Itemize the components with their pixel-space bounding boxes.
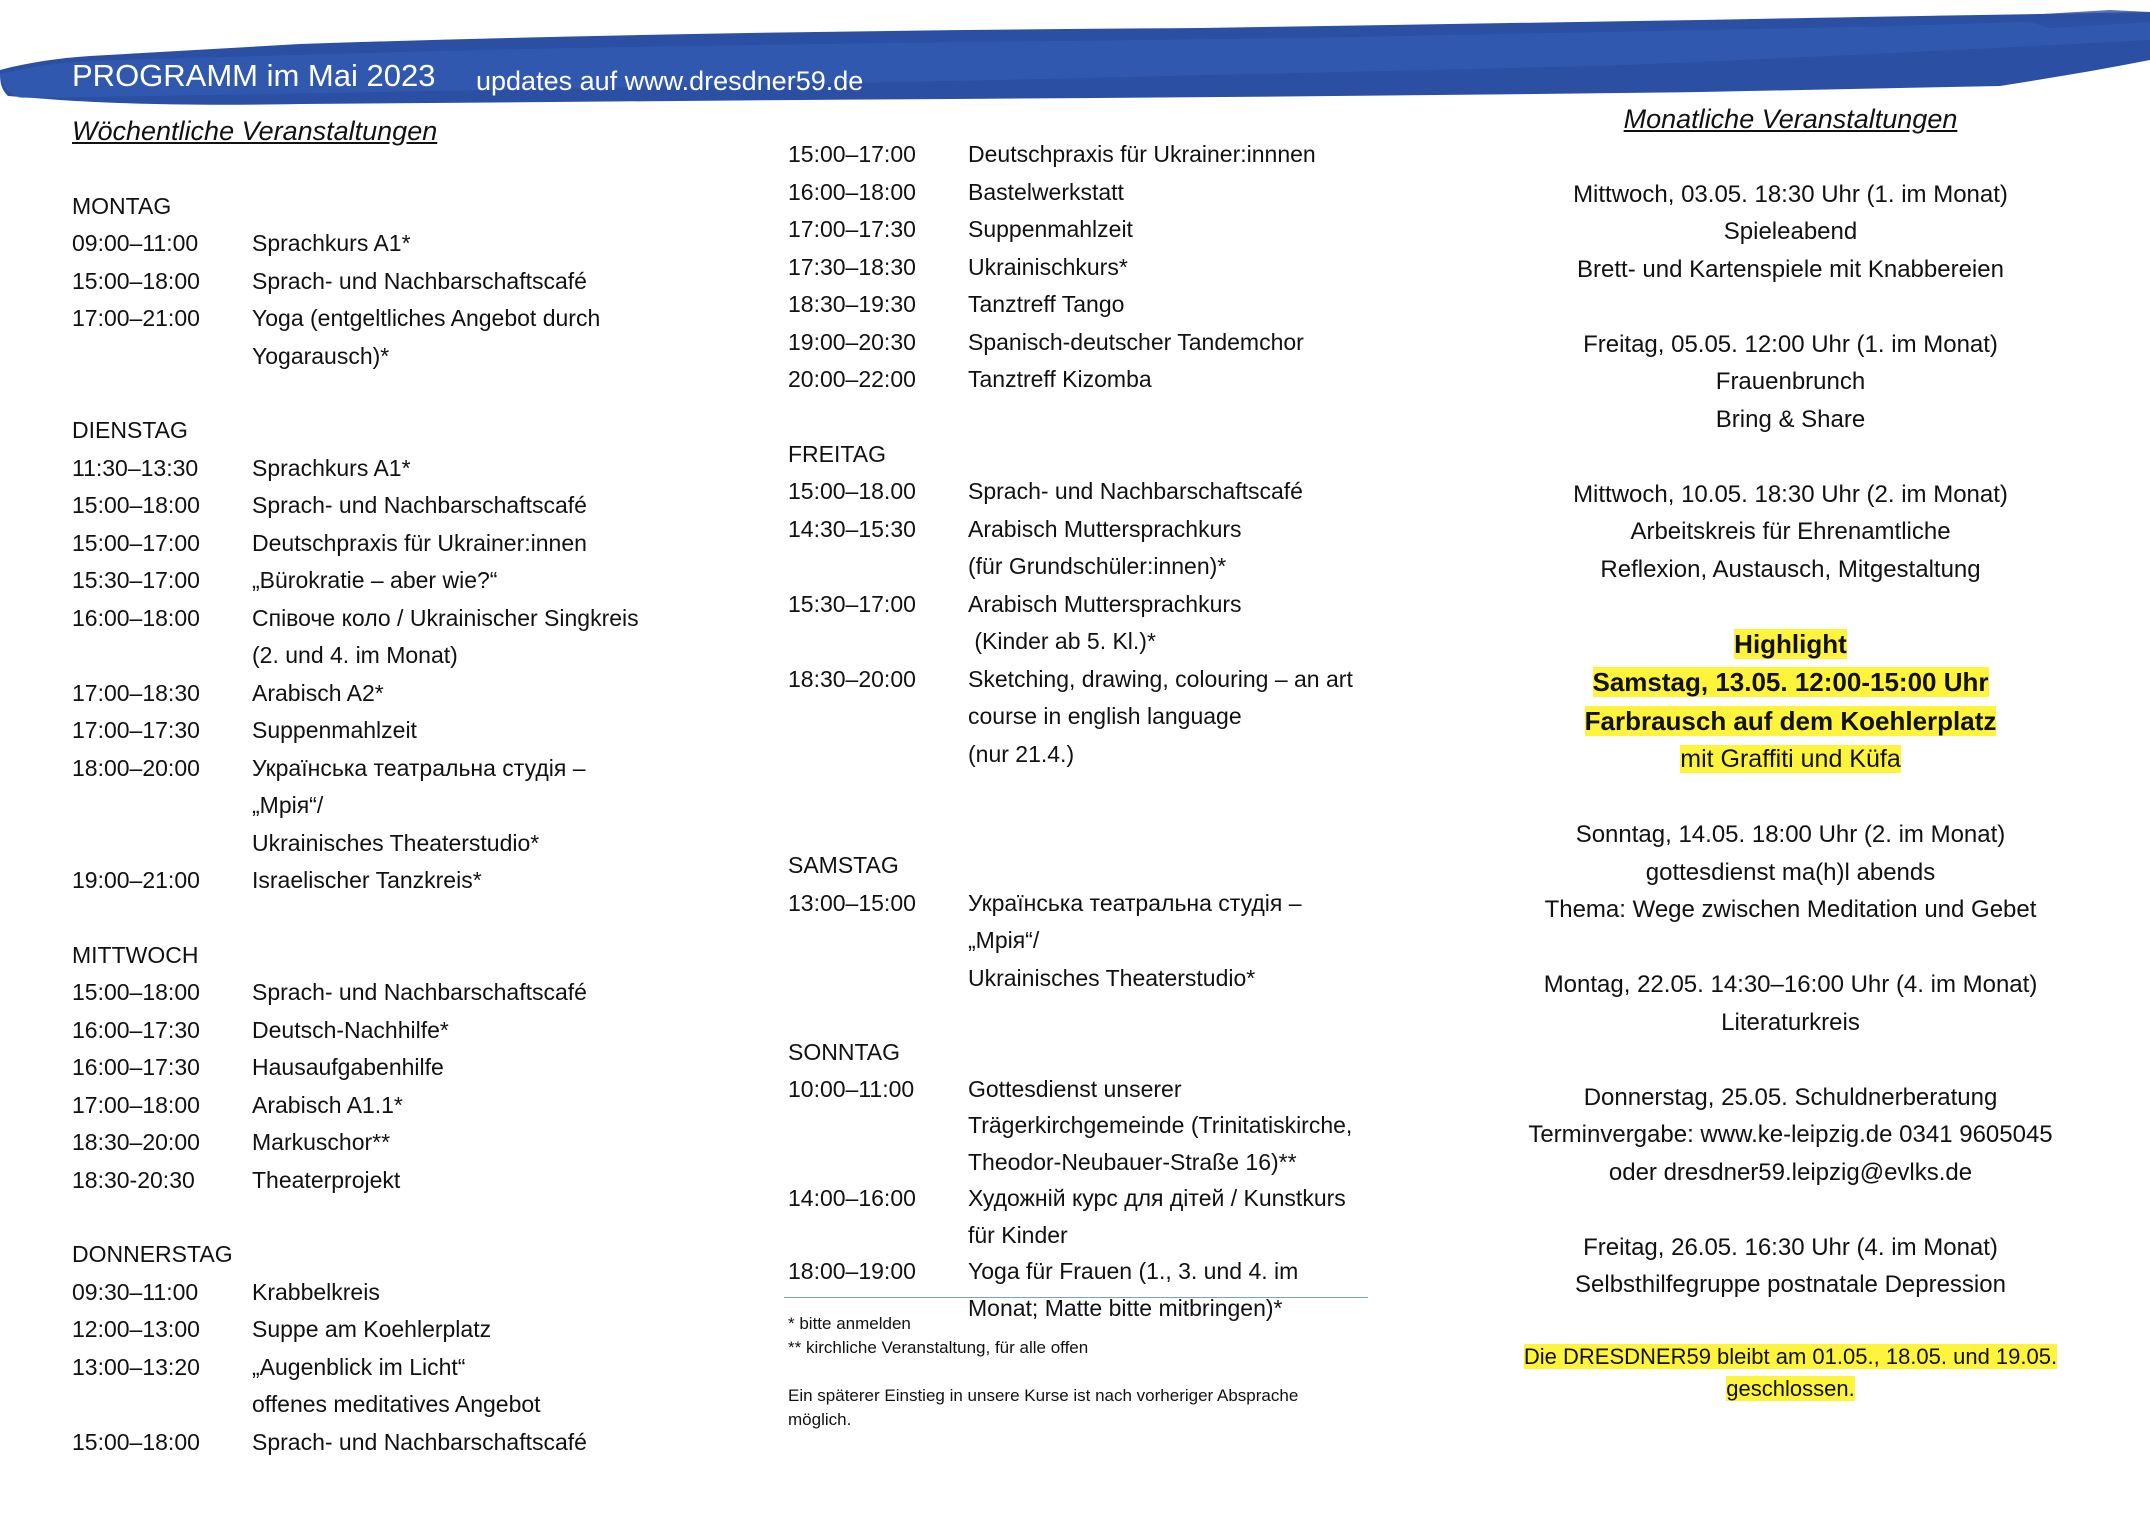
event-desc: course in english language bbox=[968, 703, 1242, 729]
event-desc: Suppe am Koehlerplatz bbox=[252, 1316, 492, 1342]
event-row bbox=[788, 511, 1388, 549]
event-desc: Spanisch-deutscher Tandemchor bbox=[968, 328, 1304, 355]
event-row bbox=[788, 174, 1388, 212]
event-desc: Monat; Matte bitte mitbringen)* bbox=[968, 1294, 1283, 1321]
event-row-cont bbox=[72, 637, 712, 675]
event-row bbox=[788, 324, 1388, 362]
monthly-heading: Monatliche Veranstaltungen bbox=[1623, 104, 1958, 134]
event-row bbox=[72, 750, 712, 788]
monthly-event-date: Montag, 22.05. 14:30–16:00 Uhr (4. im Monat) bbox=[1543, 971, 2038, 998]
weekly-column-middle bbox=[788, 136, 1388, 1326]
event-desc: Sprach- und Nachbarschaftscafé bbox=[252, 492, 587, 518]
event-row bbox=[72, 562, 712, 600]
closure-line: Die DRESDNER59 bleibt am 01.05., 18.05. und 19.05. bbox=[1523, 1344, 2058, 1369]
day-title: MONTAG bbox=[72, 192, 172, 219]
event-time: 09:00–11:00 bbox=[72, 230, 199, 256]
updates-link-text: updates auf www.dresdner59.de bbox=[476, 66, 864, 96]
monthly-event-contact: Terminvergabe: www.ke-leipzig.de 0341 9605045 bbox=[1528, 1121, 2053, 1148]
monthly-event-sub: Brett- und Kartenspiele mit Knabbereien bbox=[1577, 255, 2004, 283]
event-row bbox=[72, 525, 712, 563]
event-row bbox=[72, 263, 712, 301]
monthly-event-sub: oder dresdner59.leipzig@evlks.de bbox=[1608, 1158, 1973, 1186]
event-time: 17:00–21:00 bbox=[72, 305, 200, 331]
event-row-cont bbox=[788, 623, 1388, 661]
event-row bbox=[788, 361, 1388, 399]
event-row bbox=[72, 300, 712, 338]
monthly-event-title: gottesdienst ma(h)l abends bbox=[1645, 858, 1936, 886]
event-time: 18:00–19:00 bbox=[788, 1258, 916, 1284]
monthly-event-date: Mittwoch, 10.05. 18:30 Uhr (2. im Monat) bbox=[1573, 480, 2008, 508]
event-time: 17:00–17:30 bbox=[72, 717, 200, 743]
event-desc: Sprachkurs A1* bbox=[252, 230, 411, 256]
day-donnerstag bbox=[72, 1236, 712, 1461]
event-time: 18:30–20:00 bbox=[788, 665, 916, 692]
event-desc: Yogarausch)* bbox=[252, 342, 390, 369]
event-desc: Deutschpraxis für Ukrainer:innnen bbox=[968, 141, 1316, 167]
spacer bbox=[72, 151, 712, 188]
event-time: 15:00–18.00 bbox=[788, 478, 916, 504]
footnotes bbox=[788, 1312, 1368, 1432]
monthly-event-date: Sonntag, 14.05. 18:00 Uhr (2. im Monat) bbox=[1575, 821, 2006, 848]
event-time: 15:30–17:00 bbox=[788, 590, 916, 617]
event-row bbox=[788, 136, 1388, 174]
monthly-event bbox=[1508, 1229, 2073, 1304]
event-desc: Trägerkirchgemeinde (Trinitatiskirche, bbox=[968, 1112, 1353, 1138]
highlight-sub: mit Graffiti und Küfa bbox=[1680, 745, 1901, 773]
event-time: 15:00–18:00 bbox=[72, 979, 200, 1005]
event-time: 15:00–18:00 bbox=[72, 492, 200, 518]
event-desc: „Мрія“/ bbox=[252, 792, 324, 818]
event-desc: (Kinder ab 5. Kl.)* bbox=[968, 628, 1156, 654]
event-row-cont bbox=[788, 922, 1388, 960]
monthly-event-title: Selbsthilfegruppe postnatale Depression bbox=[1575, 1271, 2006, 1298]
event-row-cont bbox=[788, 1107, 1388, 1144]
event-time: 17:00–18:00 bbox=[72, 1091, 200, 1118]
event-desc: Gottesdienst unserer bbox=[968, 1075, 1182, 1102]
event-desc: Sprach- und Nachbarschaftscafé bbox=[252, 979, 587, 1005]
event-time: 11:30–13:30 bbox=[72, 454, 199, 481]
event-desc: (2. und 4. im Monat) bbox=[252, 642, 458, 668]
monthly-event-sub: Bring & Share bbox=[1715, 405, 1866, 433]
event-time: 18:00–20:00 bbox=[72, 754, 200, 781]
highlight-date: Samstag, 13.05. 12:00-15:00 Uhr bbox=[1592, 667, 1989, 697]
event-time: 18:30-20:30 bbox=[72, 1166, 195, 1193]
event-desc: Співоче коло / Ukrainischer Singkreis bbox=[252, 604, 639, 631]
event-desc: Arabisch A1.1* bbox=[252, 1091, 403, 1118]
event-row bbox=[788, 1253, 1388, 1290]
event-desc: für Kinder bbox=[968, 1221, 1068, 1248]
day-montag bbox=[72, 188, 712, 376]
event-desc: Ukrainisches Theaterstudio* bbox=[252, 829, 540, 856]
weekly-heading: Wöchentliche Veranstaltungen bbox=[72, 116, 438, 146]
event-time: 15:00–18:00 bbox=[72, 1428, 200, 1455]
closure-line: geschlossen. bbox=[1726, 1376, 1855, 1401]
day-samstag bbox=[788, 847, 1388, 997]
day-dienstag bbox=[72, 412, 712, 900]
event-row bbox=[788, 1071, 1388, 1108]
day-title: SONNTAG bbox=[788, 1039, 901, 1065]
notes-divider bbox=[784, 1297, 1368, 1298]
program-title: PROGRAMM im Mai 2023 bbox=[72, 58, 436, 93]
event-row bbox=[72, 1124, 712, 1162]
event-row bbox=[788, 286, 1388, 324]
highlight-event bbox=[1508, 626, 2073, 779]
event-row bbox=[788, 586, 1388, 624]
day-title: FREITAG bbox=[788, 440, 886, 467]
event-desc: Krabbelkreis bbox=[252, 1278, 380, 1305]
monthly-event-date: Donnerstag, 25.05. Schuldnerberatung bbox=[1583, 1083, 1998, 1111]
event-desc: Israelischer Tanzkreis* bbox=[252, 867, 482, 893]
event-desc: Tanztreff Tango bbox=[968, 291, 1125, 317]
event-time: 20:00–22:00 bbox=[788, 366, 916, 392]
monthly-event-title: Frauenbrunch bbox=[1715, 368, 1866, 395]
monthly-event-sub: Thema: Wege zwischen Meditation und Gebet bbox=[1544, 896, 2037, 923]
event-row bbox=[72, 225, 712, 263]
event-row bbox=[72, 450, 712, 488]
event-desc: „Augenblick im Licht“ bbox=[252, 1353, 466, 1380]
event-time: 17:00–18:30 bbox=[72, 679, 200, 706]
event-row bbox=[72, 487, 712, 525]
event-row-cont bbox=[788, 548, 1388, 586]
event-row bbox=[788, 473, 1388, 511]
monthly-event-title: Spieleabend bbox=[1723, 218, 1858, 245]
event-time: 12:00–13:00 bbox=[72, 1316, 200, 1342]
day-mittwoch bbox=[72, 937, 712, 1200]
event-desc: Tanztreff Kizomba bbox=[968, 366, 1152, 392]
event-desc: (nur 21.4.) bbox=[968, 740, 1075, 767]
day-title: MITTWOCH bbox=[72, 941, 199, 968]
day-freitag bbox=[788, 436, 1388, 774]
event-time: 14:30–15:30 bbox=[788, 515, 916, 542]
event-time: 14:00–16:00 bbox=[788, 1185, 916, 1211]
event-desc: Sprach- und Nachbarschaftscafé bbox=[252, 267, 587, 294]
event-row bbox=[72, 862, 712, 900]
monthly-event-title: Arbeitskreis für Ehrenamtliche bbox=[1630, 518, 1951, 545]
day-title: DIENSTAG bbox=[72, 417, 188, 443]
event-row-cont bbox=[72, 787, 712, 825]
event-time: 15:00–17:00 bbox=[72, 529, 200, 556]
event-desc: Yoga für Frauen (1., 3. und 4. im bbox=[968, 1258, 1299, 1284]
event-time: 19:00–21:00 bbox=[72, 867, 200, 893]
monthly-event-title: Literaturkreis bbox=[1721, 1008, 1860, 1036]
event-row bbox=[72, 1311, 712, 1349]
event-row bbox=[72, 1424, 712, 1462]
event-time: 15:00–18:00 bbox=[72, 267, 200, 294]
monthly-event bbox=[1508, 816, 2073, 929]
event-time: 15:30–17:00 bbox=[72, 567, 200, 593]
event-time: 16:00–18:00 bbox=[788, 178, 916, 205]
highlight-label: Highlight bbox=[1734, 628, 1847, 659]
day-donnerstag-continued bbox=[788, 136, 1388, 399]
event-row bbox=[788, 211, 1388, 249]
event-row bbox=[72, 675, 712, 713]
event-desc: „Мрія“/ bbox=[968, 927, 1040, 953]
day-title: SAMSTAG bbox=[788, 852, 899, 878]
event-row-cont bbox=[788, 736, 1388, 774]
event-time: 18:30–19:30 bbox=[788, 291, 916, 317]
monthly-event bbox=[1508, 966, 2073, 1041]
event-row-cont bbox=[72, 825, 712, 863]
event-desc: Deutsch-Nachhilfe* bbox=[252, 1016, 449, 1043]
event-desc: Українська театральна студія – bbox=[252, 754, 586, 781]
day-sonntag bbox=[788, 1034, 1388, 1326]
event-desc: „Bürokratie – aber wie?“ bbox=[252, 567, 498, 593]
event-row bbox=[72, 1162, 712, 1200]
monthly-event-date: Freitag, 05.05. 12:00 Uhr (1. im Monat) bbox=[1583, 330, 1998, 358]
weekly-column-left bbox=[72, 113, 712, 1461]
event-desc: Yoga (entgeltliches Angebot durch bbox=[252, 305, 601, 331]
day-title: DONNERSTAG bbox=[72, 1241, 233, 1267]
event-time: 17:00–17:30 bbox=[788, 216, 916, 242]
event-row-cont bbox=[788, 698, 1388, 736]
event-time: 09:30–11:00 bbox=[72, 1278, 199, 1305]
event-time: 16:00–17:30 bbox=[72, 1016, 200, 1043]
event-time: 13:00–13:20 bbox=[72, 1353, 200, 1380]
event-time: 16:00–18:00 bbox=[72, 604, 200, 631]
event-row-cont bbox=[788, 1144, 1388, 1181]
event-desc: (für Grundschüler:innen)* bbox=[968, 553, 1227, 579]
event-desc: Arabisch Muttersprachkurs bbox=[968, 590, 1242, 617]
event-row bbox=[72, 1087, 712, 1125]
event-row bbox=[788, 661, 1388, 699]
monthly-event bbox=[1508, 176, 2073, 289]
event-desc: Arabisch A2* bbox=[252, 679, 384, 706]
event-desc: Художній курс для дітей / Kunstkurs bbox=[968, 1185, 1346, 1211]
event-row-cont bbox=[72, 1386, 712, 1424]
monthly-event-date: Mittwoch, 03.05. 18:30 Uhr (1. im Monat) bbox=[1573, 180, 2008, 208]
monthly-event bbox=[1508, 1079, 2073, 1192]
event-desc: Sprach- und Nachbarschaftscafé bbox=[968, 478, 1303, 504]
event-time: 17:30–18:30 bbox=[788, 253, 916, 280]
event-row bbox=[788, 249, 1388, 287]
event-row-cont bbox=[72, 338, 712, 376]
monthly-event-date: Freitag, 26.05. 16:30 Uhr (4. im Monat) bbox=[1583, 1233, 1998, 1261]
event-desc: Sketching, drawing, colouring – an art bbox=[968, 665, 1353, 692]
monthly-event-sub: Reflexion, Austausch, Mitgestaltung bbox=[1600, 555, 1981, 583]
event-time: 10:00–11:00 bbox=[788, 1075, 915, 1102]
event-row-cont bbox=[788, 960, 1388, 998]
highlight-title: Farbrausch auf dem Koehlerplatz bbox=[1584, 705, 1997, 736]
event-desc: Українська театральна студія – bbox=[968, 889, 1302, 916]
event-desc: Theaterprojekt bbox=[252, 1166, 401, 1193]
footnote-late-entry-cont: möglich. bbox=[788, 1410, 852, 1429]
event-desc: Deutschpraxis für Ukrainer:innen bbox=[252, 529, 587, 556]
event-row bbox=[72, 1274, 712, 1312]
event-time: 19:00–20:30 bbox=[788, 328, 916, 355]
event-row bbox=[72, 1049, 712, 1087]
footnote-church-event: ** kirchliche Veranstaltung, für alle offen bbox=[788, 1338, 1089, 1357]
event-row bbox=[788, 1180, 1388, 1217]
event-desc: Ukrainisches Theaterstudio* bbox=[968, 964, 1256, 991]
monthly-column bbox=[1508, 101, 2073, 1405]
monthly-event bbox=[1508, 476, 2073, 589]
event-desc: Sprach- und Nachbarschaftscafé bbox=[252, 1428, 587, 1455]
event-row bbox=[72, 1012, 712, 1050]
closure-notice bbox=[1508, 1341, 2073, 1405]
event-desc: Theodor-Neubauer-Straße 16)** bbox=[968, 1148, 1297, 1175]
event-row-cont bbox=[788, 1217, 1388, 1254]
monthly-event bbox=[1508, 326, 2073, 439]
footnote-late-entry: Ein späterer Einstieg in unsere Kurse ist nach vorheriger Absprache bbox=[788, 1386, 1299, 1405]
event-desc: Arabisch Muttersprachkurs bbox=[968, 515, 1242, 542]
event-row bbox=[72, 712, 712, 750]
event-row bbox=[72, 600, 712, 638]
event-row bbox=[788, 885, 1388, 923]
event-desc: Suppenmahlzeit bbox=[252, 717, 417, 743]
event-time: 15:00–17:00 bbox=[788, 141, 916, 167]
event-desc: Sprachkurs A1* bbox=[252, 454, 411, 481]
event-row bbox=[72, 1349, 712, 1387]
event-time: 18:30–20:00 bbox=[72, 1129, 200, 1155]
event-row bbox=[72, 974, 712, 1012]
event-time: 16:00–17:30 bbox=[72, 1054, 200, 1080]
event-desc: Hausaufgabenhilfe bbox=[252, 1054, 444, 1080]
event-desc: offenes meditatives Angebot bbox=[252, 1391, 541, 1417]
event-desc: Suppenmahlzeit bbox=[968, 216, 1133, 242]
footnote-registration: * bitte anmelden bbox=[788, 1314, 911, 1333]
event-desc: Bastelwerkstatt bbox=[968, 178, 1124, 205]
event-desc: Markuschor** bbox=[252, 1129, 391, 1155]
event-time: 13:00–15:00 bbox=[788, 889, 916, 916]
event-desc: Ukrainischkurs* bbox=[968, 253, 1128, 280]
